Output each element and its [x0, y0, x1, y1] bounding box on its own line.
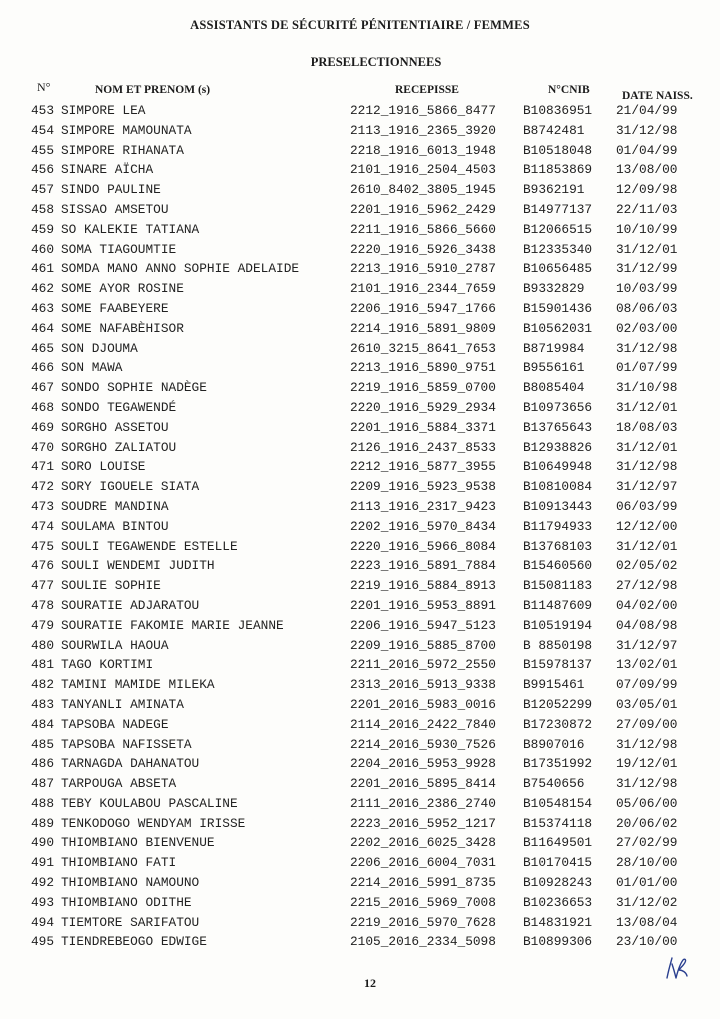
recepisse-number: 2101_1916_2344_7659 — [350, 281, 496, 297]
candidate-name: THIOMBIANO ODITHE — [61, 894, 192, 910]
row-number: 471 — [31, 459, 55, 475]
row-number: 457 — [31, 182, 55, 198]
table-row — [0, 636, 720, 656]
cnib-number: B10562031 — [523, 320, 593, 336]
table-row — [0, 913, 720, 933]
birth-date: 10/10/99 — [616, 221, 678, 237]
birth-date: 20/06/02 — [616, 815, 678, 831]
recepisse-number: 2211_1916_5866_5660 — [350, 221, 496, 237]
recepisse-number: 2201_1916_5962_2429 — [350, 201, 496, 217]
recepisse-number: 2126_1916_2437_8533 — [350, 439, 496, 455]
cnib-number: B10548154 — [523, 795, 593, 811]
cnib-number: B10236653 — [523, 894, 593, 910]
recepisse-number: 2212_1916_5866_8477 — [350, 103, 496, 118]
column-header-number: N° — [37, 80, 51, 94]
cnib-number: B10170415 — [523, 855, 593, 871]
candidate-list — [0, 101, 720, 952]
cnib-number: B17351992 — [523, 756, 593, 772]
row-number: 489 — [31, 815, 55, 831]
cnib-number: B8907016 — [523, 736, 585, 752]
row-number: 472 — [31, 479, 55, 495]
table-row — [0, 240, 720, 260]
candidate-name: SON MAWA — [61, 360, 123, 376]
candidate-name: THIOMBIANO FATI — [61, 855, 177, 871]
cnib-number: B10519194 — [523, 617, 593, 633]
table-row — [0, 121, 720, 141]
row-number: 483 — [31, 696, 55, 712]
birth-date: 31/12/02 — [616, 894, 678, 910]
table-row — [0, 299, 720, 319]
row-number: 459 — [31, 221, 55, 237]
candidate-name: SINARE AÏCHA — [61, 162, 154, 178]
birth-date: 01/07/99 — [616, 360, 678, 376]
row-number: 486 — [31, 756, 55, 772]
recepisse-number: 2201_2016_5983_0016 — [350, 696, 496, 712]
candidate-name: TAPSOBA NADEGE — [61, 716, 169, 732]
cnib-number: B8085404 — [523, 380, 585, 396]
column-header-recepisse: RECEPISSE — [395, 84, 459, 96]
recepisse-number: 2213_1916_5910_2787 — [350, 261, 496, 277]
birth-date: 10/03/99 — [616, 281, 678, 297]
recepisse-number: 2218_1916_6013_1948 — [350, 142, 496, 158]
row-number: 464 — [31, 320, 55, 336]
column-header-cnib: N°CNIB — [548, 84, 590, 96]
table-row — [0, 537, 720, 557]
candidate-name: SISSAO AMSETOU — [61, 201, 169, 217]
birth-date: 31/12/99 — [616, 261, 678, 277]
table-row — [0, 259, 720, 279]
candidate-name: THIOMBIANO BIENVENUE — [61, 835, 215, 851]
birth-date: 13/02/01 — [616, 657, 678, 673]
cnib-number: B10649948 — [523, 459, 593, 475]
birth-date: 31/12/98 — [616, 122, 678, 138]
recepisse-number: 2220_1916_5966_8084 — [350, 538, 496, 554]
table-row — [0, 517, 720, 537]
row-number: 490 — [31, 835, 55, 851]
recepisse-number: 2209_1916_5923_9538 — [350, 479, 496, 495]
candidate-name: TEBY KOULABOU PASCALINE — [61, 795, 238, 811]
table-row — [0, 457, 720, 477]
table-row — [0, 853, 720, 873]
document-title: ASSISTANTS DE SÉCURITÉ PÉNITENTIAIRE / FEMMES — [190, 18, 530, 32]
row-number: 456 — [31, 162, 55, 178]
recepisse-number: 2223_1916_5891_7884 — [350, 558, 496, 574]
candidate-name: SON DJOUMA — [61, 340, 138, 356]
row-number: 475 — [31, 538, 55, 554]
candidate-name: SINDO PAULINE — [61, 182, 161, 198]
row-number: 484 — [31, 716, 55, 732]
birth-date: 19/12/01 — [616, 756, 678, 772]
table-row — [0, 576, 720, 596]
table-row — [0, 616, 720, 636]
cnib-number: B9332829 — [523, 281, 585, 297]
cnib-number: B9915461 — [523, 677, 585, 693]
recepisse-number: 2101_1916_2504_4503 — [350, 162, 496, 178]
candidate-name: TENKODOGO WENDYAM IRISSE — [61, 815, 246, 831]
table-row — [0, 160, 720, 180]
table-row — [0, 220, 720, 240]
recepisse-number: 2219_2016_5970_7628 — [350, 914, 496, 930]
candidate-name: SOULI TEGAWENDE ESTELLE — [61, 538, 238, 554]
row-number: 494 — [31, 914, 55, 930]
row-number: 467 — [31, 380, 55, 396]
birth-date: 02/03/00 — [616, 320, 678, 336]
row-number: 491 — [31, 855, 55, 871]
candidate-name: TIENDREBEOGO EDWIGE — [61, 934, 207, 950]
cnib-number: B10928243 — [523, 875, 593, 891]
document-subtitle: PRESELECTIONNEES — [310, 55, 442, 69]
recepisse-number: 2204_2016_5953_9928 — [350, 756, 496, 772]
candidate-name: SOMA TIAGOUMTIE — [61, 241, 177, 257]
table-row — [0, 180, 720, 200]
cnib-number: B 8850198 — [523, 637, 593, 653]
birth-date: 31/12/01 — [616, 439, 678, 455]
candidate-name: SOME FAABEYERE — [61, 300, 169, 316]
recepisse-number: 2114_2016_2422_7840 — [350, 716, 496, 732]
row-number: 460 — [31, 241, 55, 257]
recepisse-number: 2610_3215_8641_7653 — [350, 340, 496, 356]
candidate-name: SOURATIE ADJARATOU — [61, 597, 200, 613]
recepisse-number: 2220_1916_5926_3438 — [350, 241, 496, 257]
row-number: 453 — [31, 103, 55, 118]
cnib-number: B17230872 — [523, 716, 593, 732]
birth-date: 31/12/01 — [616, 399, 678, 415]
candidate-name: TARPOUGA ABSETA — [61, 776, 177, 792]
candidate-name: TAMINI MAMIDE MILEKA — [61, 677, 215, 693]
row-number: 488 — [31, 795, 55, 811]
row-number: 479 — [31, 617, 55, 633]
birth-date: 23/10/00 — [616, 934, 678, 950]
row-number: 473 — [31, 498, 55, 514]
row-number: 480 — [31, 637, 55, 653]
candidate-name: SOME NAFABÈHISOR — [61, 320, 184, 336]
cnib-number: B12066515 — [523, 221, 593, 237]
cnib-number: B10836951 — [523, 103, 593, 118]
table-row — [0, 319, 720, 339]
birth-date: 07/09/99 — [616, 677, 678, 693]
candidate-name: SORGHO ZALIATOU — [61, 439, 177, 455]
cnib-number: B15978137 — [523, 657, 593, 673]
table-row — [0, 101, 720, 121]
candidate-name: SOULI WENDEMI JUDITH — [61, 558, 215, 574]
recepisse-number: 2111_2016_2386_2740 — [350, 795, 496, 811]
recepisse-number: 2214_2016_5991_8735 — [350, 875, 496, 891]
table-row — [0, 695, 720, 715]
recepisse-number: 2202_1916_5970_8434 — [350, 518, 496, 534]
row-number: 492 — [31, 875, 55, 891]
cnib-number: B10518048 — [523, 142, 593, 158]
table-row — [0, 497, 720, 517]
candidate-name: SORGHO ASSETOU — [61, 419, 169, 435]
row-number: 470 — [31, 439, 55, 455]
table-row — [0, 675, 720, 695]
candidate-name: SORO LOUISE — [61, 459, 146, 475]
row-number: 454 — [31, 122, 55, 138]
recepisse-number: 2206_1916_5947_5123 — [350, 617, 496, 633]
recepisse-number: 2201_1916_5884_3371 — [350, 419, 496, 435]
candidate-name: TANYANLI AMINATA — [61, 696, 184, 712]
birth-date: 31/12/97 — [616, 479, 678, 495]
cnib-number: B14977137 — [523, 201, 593, 217]
table-row — [0, 200, 720, 220]
cnib-number: B10899306 — [523, 934, 593, 950]
row-number: 469 — [31, 419, 55, 435]
cnib-number: B12335340 — [523, 241, 593, 257]
recepisse-number: 2206_2016_6004_7031 — [350, 855, 496, 871]
recepisse-number: 2213_1916_5890_9751 — [350, 360, 496, 376]
table-row — [0, 141, 720, 161]
row-number: 463 — [31, 300, 55, 316]
recepisse-number: 2214_2016_5930_7526 — [350, 736, 496, 752]
cnib-number: B9362191 — [523, 182, 585, 198]
cnib-number: B10913443 — [523, 498, 593, 514]
cnib-number: B13765643 — [523, 419, 593, 435]
row-number: 485 — [31, 736, 55, 752]
birth-date: 01/01/00 — [616, 875, 678, 891]
birth-date: 18/08/03 — [616, 419, 678, 435]
table-row — [0, 477, 720, 497]
recepisse-number: 2105_2016_2334_5098 — [350, 934, 496, 950]
cnib-number: B9556161 — [523, 360, 585, 376]
column-header-name: NOM ET PRENOM (s) — [95, 84, 211, 96]
recepisse-number: 2215_2016_5969_7008 — [350, 894, 496, 910]
cnib-number: B15374118 — [523, 815, 593, 831]
table-row — [0, 794, 720, 814]
birth-date: 31/12/98 — [616, 736, 678, 752]
recepisse-number: 2610_8402_3805_1945 — [350, 182, 496, 198]
birth-date: 12/09/98 — [616, 182, 678, 198]
cnib-number: B14831921 — [523, 914, 593, 930]
candidate-name: SOULIE SOPHIE — [61, 578, 161, 594]
row-number: 468 — [31, 399, 55, 415]
cnib-number: B11853869 — [523, 162, 593, 178]
candidate-name: SONDO SOPHIE NADÈGE — [61, 380, 207, 396]
table-row — [0, 398, 720, 418]
cnib-number: B12052299 — [523, 696, 593, 712]
row-number: 461 — [31, 261, 55, 277]
recepisse-number: 2201_2016_5895_8414 — [350, 776, 496, 792]
birth-date: 21/04/99 — [616, 103, 678, 118]
cnib-number: B11794933 — [523, 518, 593, 534]
table-row — [0, 873, 720, 893]
birth-date: 02/05/02 — [616, 558, 678, 574]
candidate-name: SOUDRE MANDINA — [61, 498, 169, 514]
birth-date: 06/03/99 — [616, 498, 678, 514]
cnib-number: B15901436 — [523, 300, 593, 316]
recepisse-number: 2209_1916_5885_8700 — [350, 637, 496, 653]
cnib-number: B13768103 — [523, 538, 593, 554]
candidate-name: SIMPORE RIHANATA — [61, 142, 184, 158]
cnib-number: B8742481 — [523, 122, 585, 138]
row-number: 455 — [31, 142, 55, 158]
cnib-number: B8719984 — [523, 340, 585, 356]
candidate-name: SOURATIE FAKOMIE MARIE JEANNE — [61, 617, 284, 633]
row-number: 481 — [31, 657, 55, 673]
row-number: 474 — [31, 518, 55, 534]
row-number: 458 — [31, 201, 55, 217]
table-row — [0, 833, 720, 853]
column-header-birth-date: DATE NAISS. — [622, 90, 693, 102]
page-number: 12 — [364, 976, 376, 990]
birth-date: 04/02/00 — [616, 597, 678, 613]
row-number: 493 — [31, 894, 55, 910]
row-number: 465 — [31, 340, 55, 356]
birth-date: 31/12/97 — [616, 637, 678, 653]
recepisse-number: 2212_1916_5877_3955 — [350, 459, 496, 475]
cnib-number: B12938826 — [523, 439, 593, 455]
birth-date: 27/12/98 — [616, 578, 678, 594]
recepisse-number: 2313_2016_5913_9338 — [350, 677, 496, 693]
table-row — [0, 814, 720, 834]
recepisse-number: 2219_1916_5859_0700 — [350, 380, 496, 396]
recepisse-number: 2202_2016_6025_3428 — [350, 835, 496, 851]
cnib-number: B10973656 — [523, 399, 593, 415]
row-number: 495 — [31, 934, 55, 950]
table-row — [0, 339, 720, 359]
recepisse-number: 2220_1916_5929_2934 — [350, 399, 496, 415]
row-number: 482 — [31, 677, 55, 693]
cnib-number: B11487609 — [523, 597, 593, 613]
recepisse-number: 2113_1916_2365_3920 — [350, 122, 496, 138]
recepisse-number: 2211_2016_5972_2550 — [350, 657, 496, 673]
birth-date: 27/02/99 — [616, 835, 678, 851]
birth-date: 31/10/98 — [616, 380, 678, 396]
row-number: 477 — [31, 578, 55, 594]
cnib-number: B7540656 — [523, 776, 585, 792]
birth-date: 12/12/00 — [616, 518, 678, 534]
birth-date: 03/05/01 — [616, 696, 678, 712]
recepisse-number: 2201_1916_5953_8891 — [350, 597, 496, 613]
birth-date: 08/06/03 — [616, 300, 678, 316]
cnib-number: B10810084 — [523, 479, 593, 495]
birth-date: 31/12/01 — [616, 241, 678, 257]
candidate-name: SIMPORE LEA — [61, 103, 146, 118]
cnib-number: B11649501 — [523, 835, 593, 851]
table-row — [0, 418, 720, 438]
birth-date: 01/04/99 — [616, 142, 678, 158]
table-row — [0, 655, 720, 675]
birth-date: 31/12/98 — [616, 776, 678, 792]
birth-date: 04/08/98 — [616, 617, 678, 633]
candidate-name: SOULAMA BINTOU — [61, 518, 169, 534]
recepisse-number: 2206_1916_5947_1766 — [350, 300, 496, 316]
table-row — [0, 556, 720, 576]
table-row — [0, 378, 720, 398]
candidate-name: THIOMBIANO NAMOUNO — [61, 875, 200, 891]
candidate-name: TARNAGDA DAHANATOU — [61, 756, 200, 772]
birth-date: 13/08/04 — [616, 914, 678, 930]
row-number: 476 — [31, 558, 55, 574]
recepisse-number: 2219_1916_5884_8913 — [350, 578, 496, 594]
birth-date: 05/06/00 — [616, 795, 678, 811]
birth-date: 31/12/98 — [616, 340, 678, 356]
row-number: 466 — [31, 360, 55, 376]
row-number: 478 — [31, 597, 55, 613]
candidate-name: SONDO TEGAWENDÉ — [61, 399, 177, 415]
table-row — [0, 715, 720, 735]
table-row — [0, 735, 720, 755]
row-number: 487 — [31, 776, 55, 792]
table-row — [0, 596, 720, 616]
candidate-name: SOMDA MANO ANNO SOPHIE ADELAIDE — [61, 261, 300, 277]
row-number: 462 — [31, 281, 55, 297]
candidate-name: SIMPORE MAMOUNATA — [61, 122, 192, 138]
cnib-number: B15081183 — [523, 578, 593, 594]
table-row — [0, 893, 720, 913]
cnib-number: B15460560 — [523, 558, 593, 574]
table-row — [0, 279, 720, 299]
table-row — [0, 754, 720, 774]
table-row — [0, 774, 720, 794]
candidate-name: SOME AYOR ROSINE — [61, 281, 184, 297]
birth-date: 28/10/00 — [616, 855, 678, 871]
candidate-name: TIEMTORE SARIFATOU — [61, 914, 200, 930]
candidate-name: SOURWILA HAOUA — [61, 637, 169, 653]
candidate-name: TAPSOBA NAFISSETA — [61, 736, 192, 752]
birth-date: 31/12/01 — [616, 538, 678, 554]
table-row — [0, 932, 720, 952]
recepisse-number: 2223_2016_5952_1217 — [350, 815, 496, 831]
birth-date: 31/12/98 — [616, 459, 678, 475]
candidate-name: SORY IGOUELE SIATA — [61, 479, 200, 495]
table-row — [0, 438, 720, 458]
candidate-name: SO KALEKIE TATIANA — [61, 221, 200, 237]
birth-date: 27/09/00 — [616, 716, 678, 732]
cnib-number: B10656485 — [523, 261, 593, 277]
recepisse-number: 2113_1916_2317_9423 — [350, 498, 496, 514]
birth-date: 13/08/00 — [616, 162, 678, 178]
candidate-name: TAGO KORTIMI — [61, 657, 154, 673]
table-row — [0, 358, 720, 378]
recepisse-number: 2214_1916_5891_9809 — [350, 320, 496, 336]
handwritten-initials-icon — [663, 954, 691, 982]
birth-date: 22/11/03 — [616, 201, 678, 217]
